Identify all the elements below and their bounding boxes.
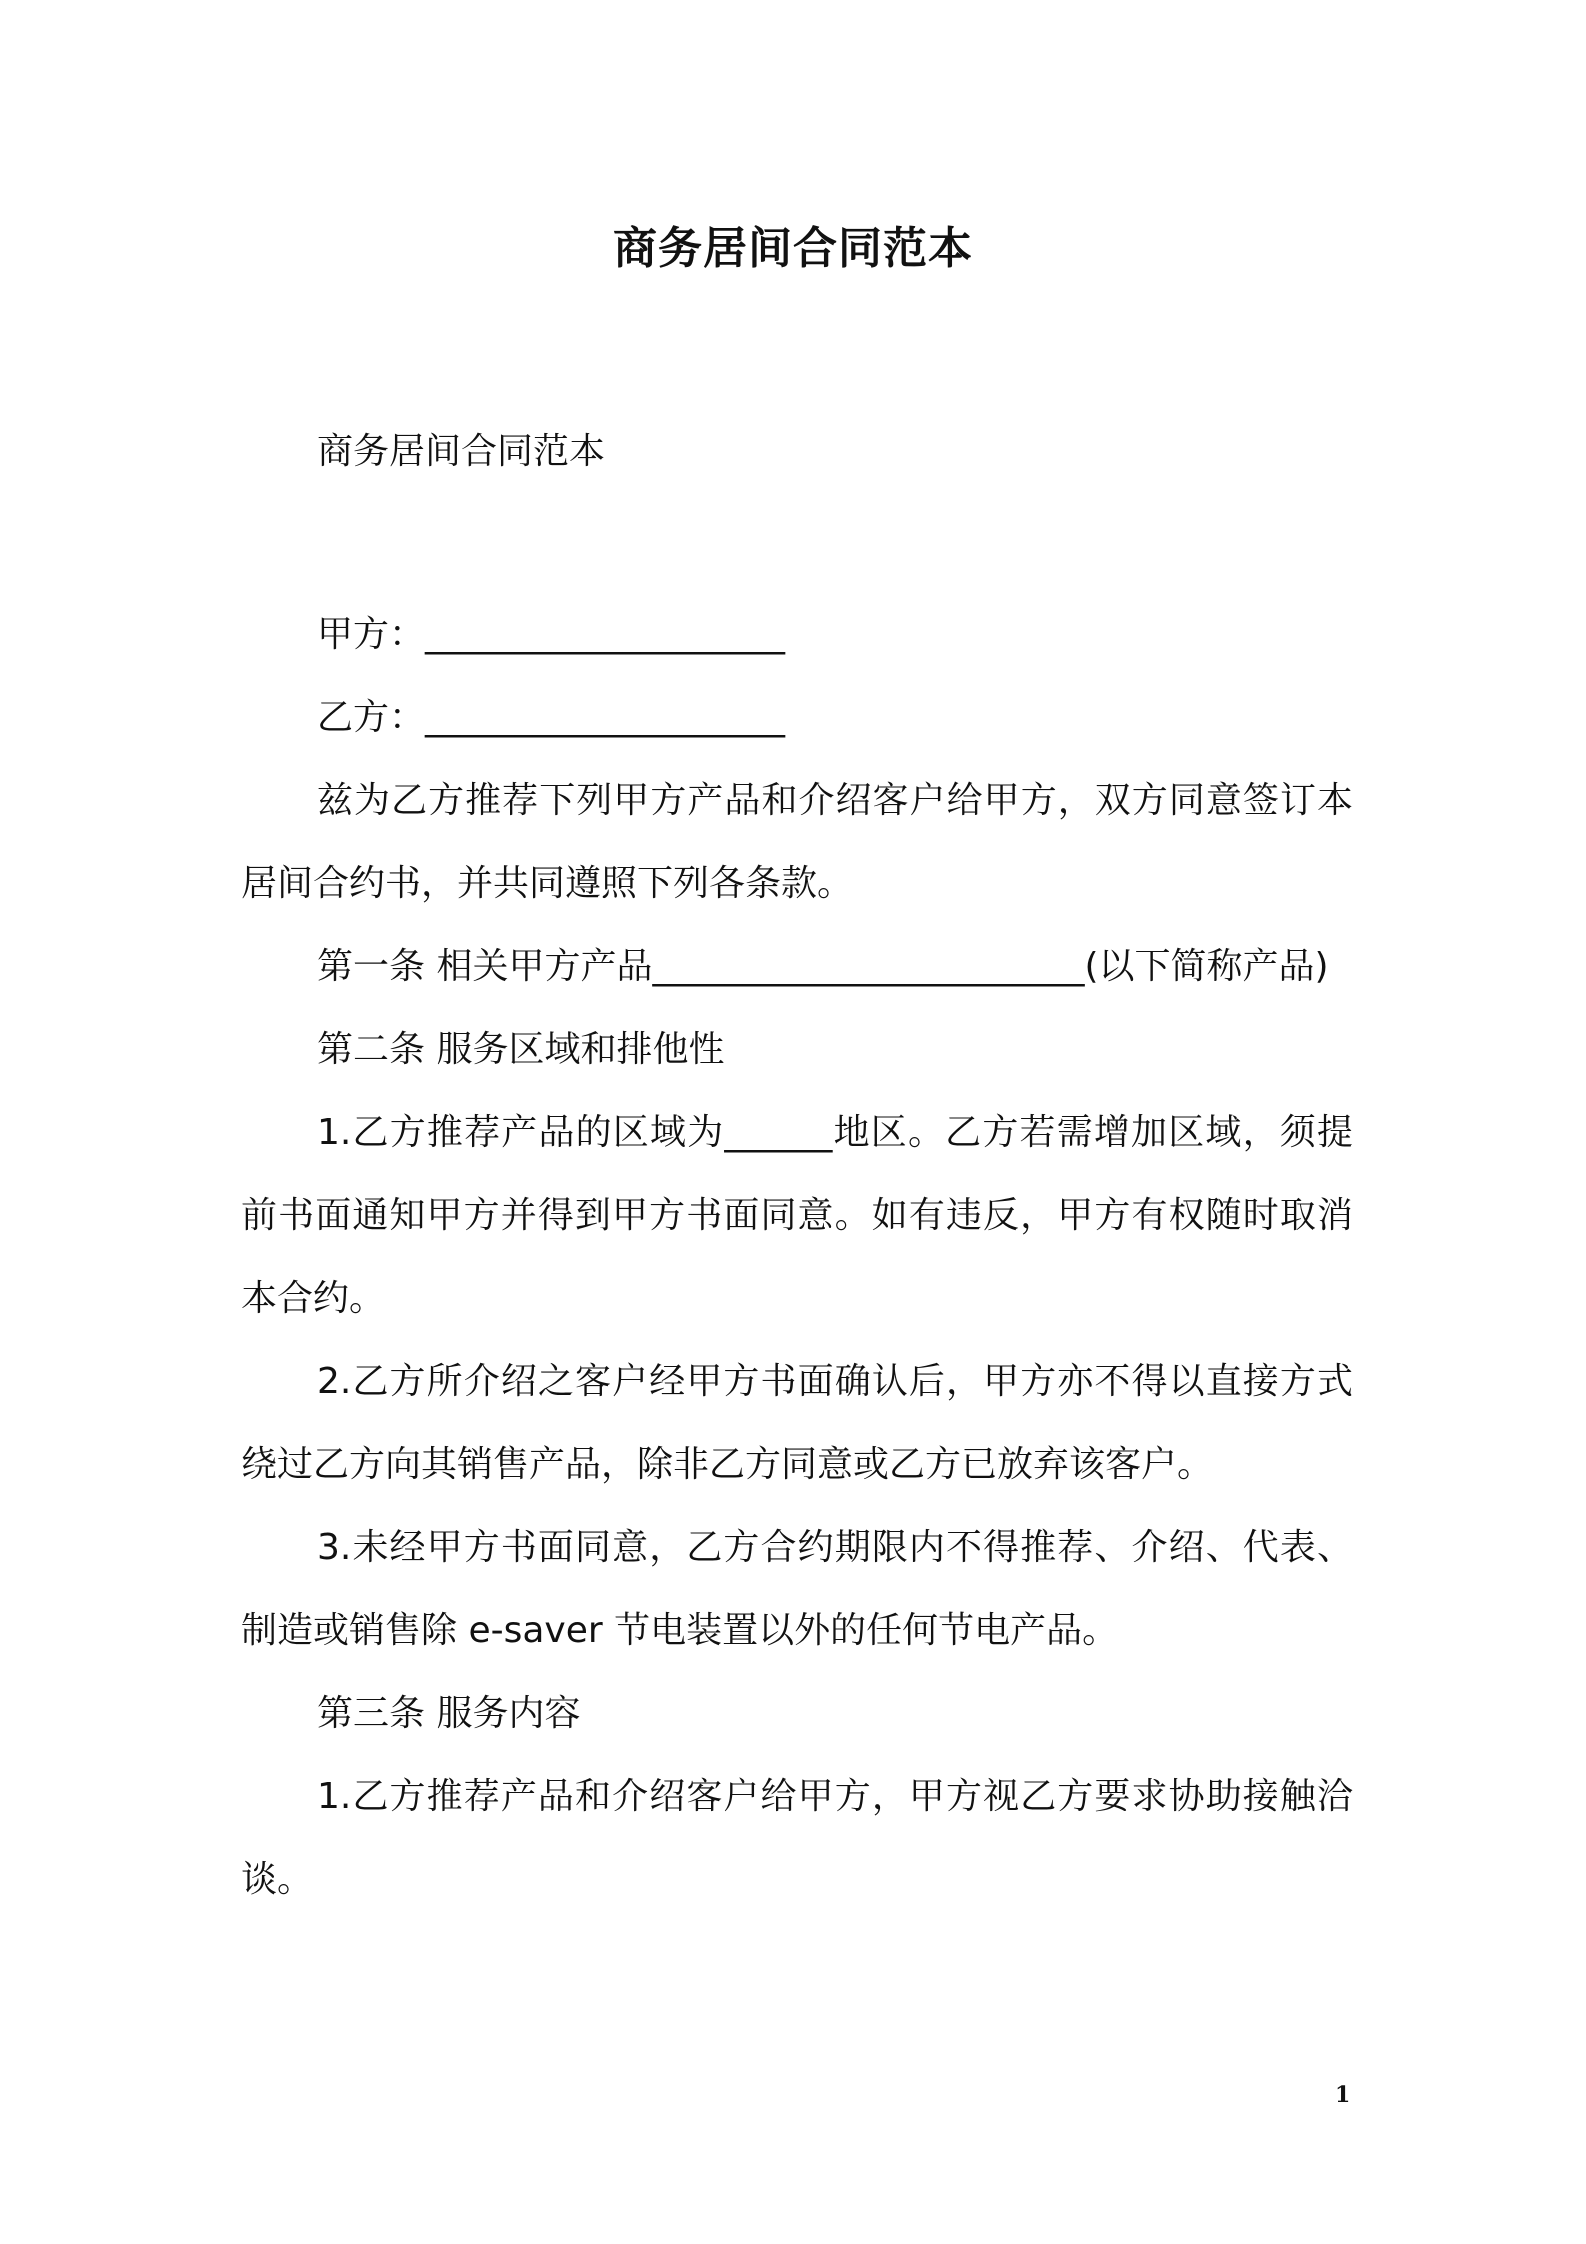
paragraph-party-b: 乙方：____________________ [317, 697, 786, 738]
document-title: 商务居间合同范本 [613, 223, 973, 274]
paragraph-article-1: 第一条 相关甲方产品________________________(以下简称产品) [317, 946, 1329, 987]
paragraph-article-2-heading: 第二条 服务区域和排他性 [317, 1029, 725, 1070]
paragraph-subtitle: 商务居间合同范本 [317, 431, 606, 472]
page-number: 1 [1335, 2082, 1351, 2108]
paragraph-article-2-item-1: 1.乙方推荐产品的区域为______地区。乙方若需增加区域，须提前书面通知甲方并得到甲方书面同意。如有违反，甲方有权随时取消本合约。 [241, 1112, 1353, 1319]
paragraph-article-3-heading: 第三条 服务内容 [317, 1693, 581, 1734]
paragraph-article-3-item-1: 1.乙方推荐产品和介绍客户给甲方，甲方视乙方要求协助接触洽谈。 [241, 1776, 1353, 1900]
paragraph-party-a: 甲方：____________________ [317, 614, 786, 655]
document-body [241, 410, 1353, 1921]
paragraph-article-2-item-3: 3.未经甲方书面同意，乙方合约期限内不得推荐、介绍、代表、制造或销售除 e-saver 节电装置以外的任何节电产品。 [241, 1527, 1353, 1651]
paragraph-article-2-item-2: 2.乙方所介绍之客户经甲方书面确认后，甲方亦不得以直接方式绕过乙方向其销售产品，除非乙方同意或乙方已放弃该客户。 [241, 1361, 1353, 1485]
paragraph-preamble: 兹为乙方推荐下列甲方产品和介绍客户给甲方，双方同意签订本居间合约书，并共同遵照下列各条款。 [241, 780, 1353, 904]
